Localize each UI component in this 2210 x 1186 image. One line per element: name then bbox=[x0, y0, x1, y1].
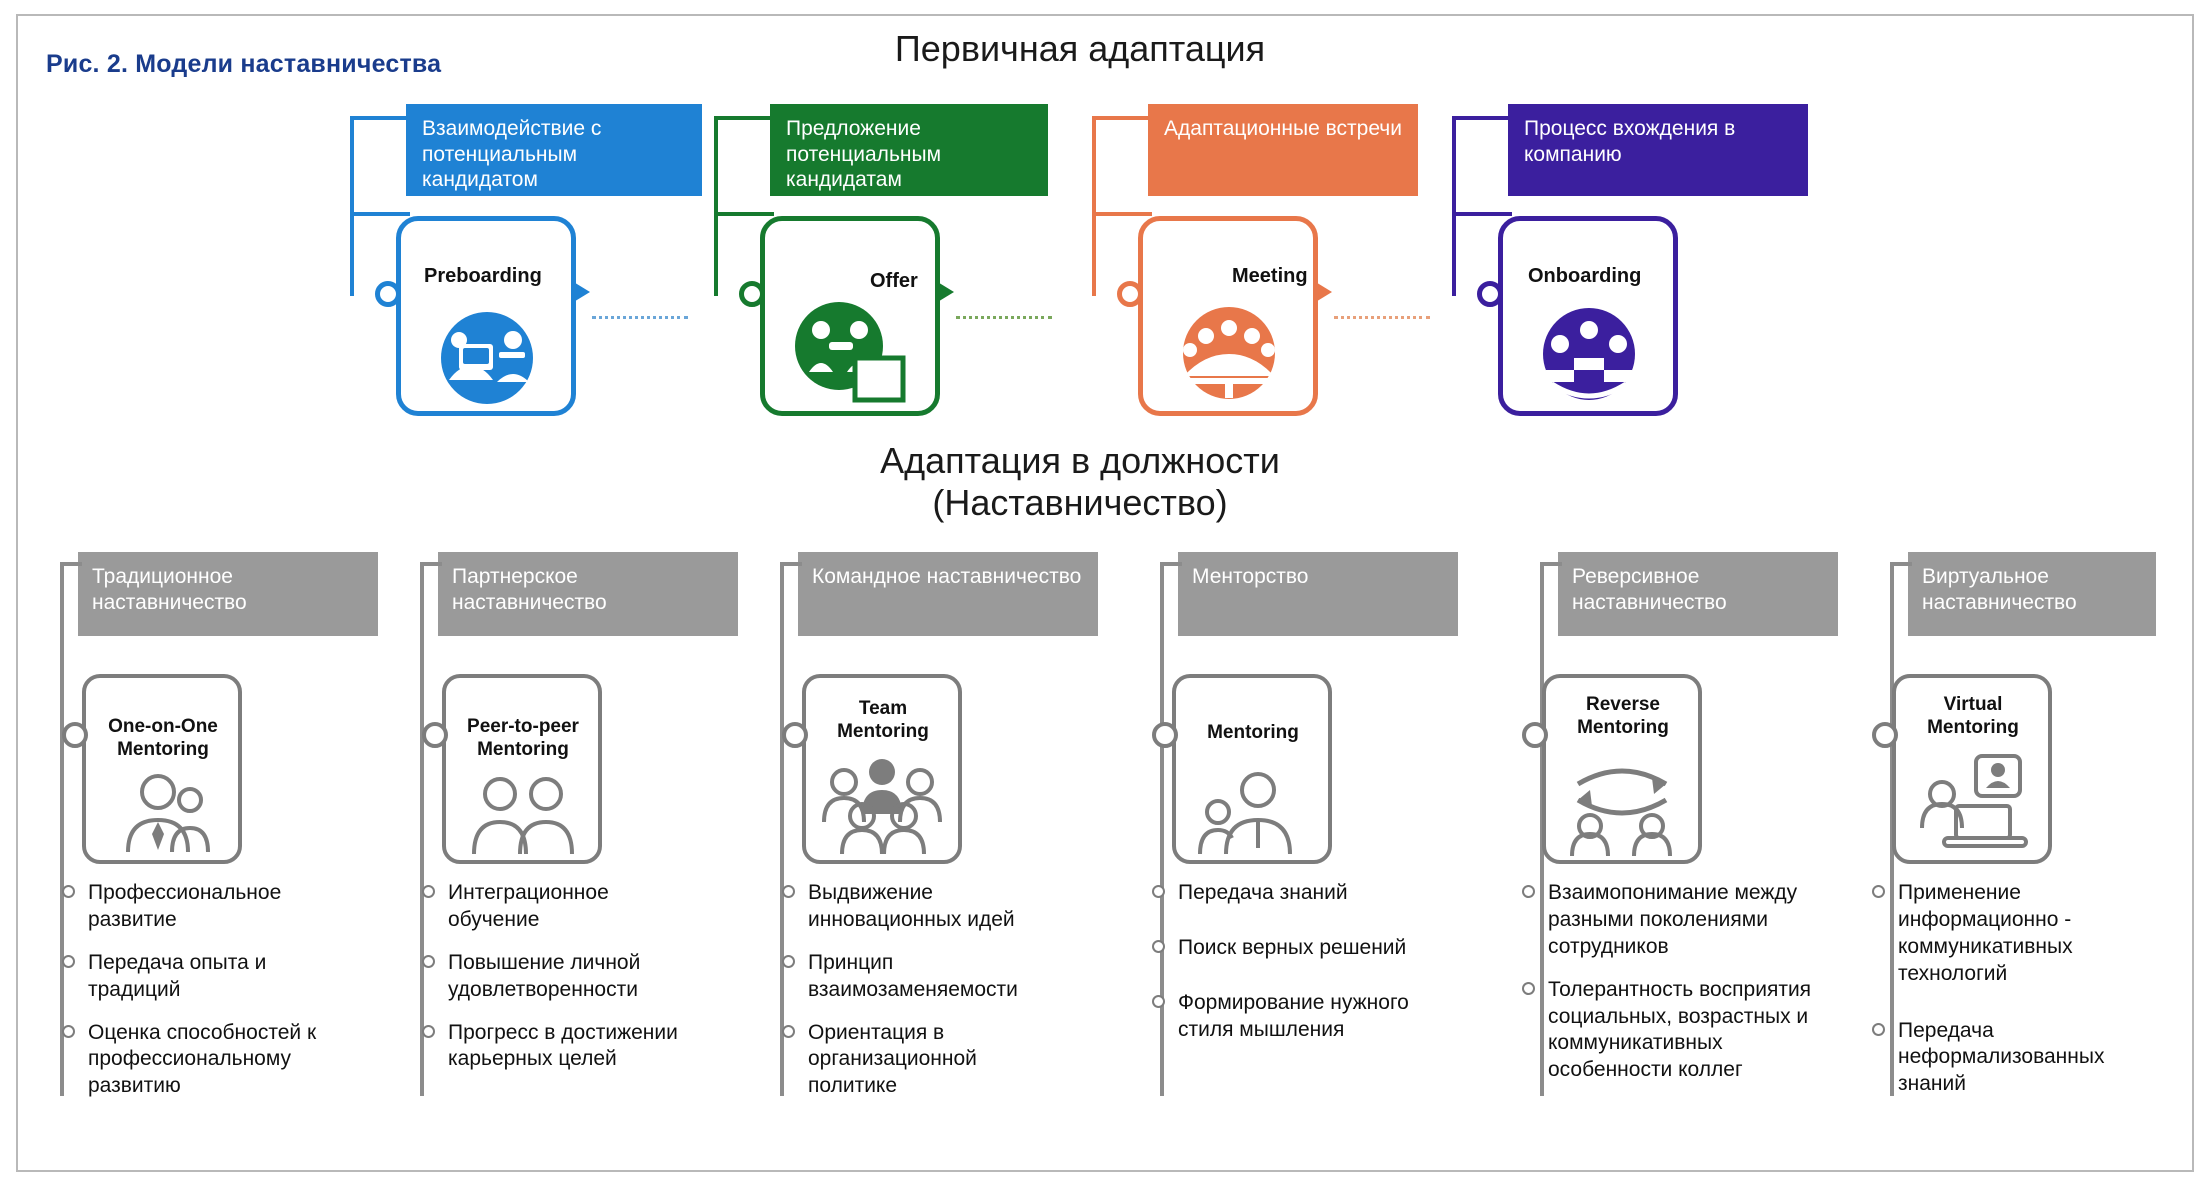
list-item: Передача опыта и традиций bbox=[62, 950, 322, 1004]
section-title-position bbox=[660, 440, 1500, 524]
stage-label-preboarding: Preboarding bbox=[424, 265, 542, 287]
model-box-label-virtual: Virtual Mentoring bbox=[1927, 694, 2019, 738]
model-head-peer: Партнерское наставничество bbox=[438, 552, 738, 636]
model-box-label-traditional: One-on-One Mentoring bbox=[108, 716, 218, 760]
connector-offer-top bbox=[714, 116, 774, 120]
connector-meeting-vertical bbox=[1092, 116, 1096, 296]
top-card-preboarding: Взаимодействие с потенциальным кандидатом bbox=[406, 104, 702, 196]
reverse-arrows-icon bbox=[1556, 750, 1688, 858]
connector-preboarding-top bbox=[350, 116, 410, 120]
model-head-reverse: Реверсивное наставничество bbox=[1558, 552, 1838, 636]
list-item: Профессиональное развитие bbox=[62, 880, 322, 934]
model-connector-traditional-top bbox=[60, 562, 82, 566]
list-item: Повышение личной удовлетворенности bbox=[422, 950, 682, 1004]
model-dot-reverse bbox=[1522, 722, 1548, 748]
stage-dot-onboarding bbox=[1477, 281, 1503, 307]
model-points-virtual bbox=[1872, 880, 2122, 1114]
list-item: Ориентация в организационной политике bbox=[782, 1020, 1062, 1101]
list-item: Применение информационно - коммуникативных технологий bbox=[1872, 880, 2122, 988]
model-dot-peer bbox=[422, 722, 448, 748]
list-item: Выдвижение инновационных идей bbox=[782, 880, 1062, 934]
people-meeting-icon bbox=[413, 300, 561, 408]
flow-arrow-3 bbox=[1314, 281, 1332, 303]
connector-offer-bottom bbox=[714, 212, 774, 216]
model-points-team bbox=[782, 880, 1062, 1116]
top-card-offer: Предложение потенциальным кандидатам bbox=[770, 104, 1048, 196]
model-dot-team bbox=[782, 722, 808, 748]
top-card-onboarding: Процесс вхождения в компанию bbox=[1508, 104, 1808, 196]
connector-offer-vertical bbox=[714, 116, 718, 296]
stage-label-onboarding: Onboarding bbox=[1528, 265, 1642, 287]
model-head-team: Командное наставничество bbox=[798, 552, 1098, 636]
list-item: Формирование нужного стиля мышления bbox=[1152, 990, 1452, 1044]
list-item: Толерантность восприятия социальных, возрастных и коммуникативных особенности коллег bbox=[1522, 977, 1852, 1085]
team-group-icon bbox=[816, 752, 948, 856]
model-head-mentoring: Менторство bbox=[1178, 552, 1458, 636]
flow-arrow-1 bbox=[572, 281, 590, 303]
model-head-traditional: Традиционное наставничество bbox=[78, 552, 378, 636]
stage-label-meeting: Meeting bbox=[1232, 265, 1308, 287]
stage-dot-offer bbox=[739, 281, 765, 307]
list-item: Прогресс в достижении карьерных целей bbox=[422, 1020, 682, 1074]
top-card-meeting: Адаптационные встречи bbox=[1148, 104, 1418, 196]
list-item: Интеграционное обучение bbox=[422, 880, 682, 934]
list-item: Принцип взаимозаменяемости bbox=[782, 950, 1062, 1004]
two-persons-icon bbox=[468, 768, 578, 858]
connector-preboarding-bottom bbox=[350, 212, 410, 216]
connector-onboarding-vertical bbox=[1452, 116, 1456, 296]
model-dot-mentoring bbox=[1152, 722, 1178, 748]
list-item: Поиск верных решений bbox=[1152, 935, 1452, 962]
section-title-position-line1: Адаптация в должности bbox=[880, 440, 1280, 481]
stage-label-offer: Offer bbox=[870, 270, 918, 292]
figure-caption: Рис. 2. Модели наставничества bbox=[46, 50, 442, 78]
model-box-label-reverse: Reverse Mentoring bbox=[1577, 694, 1669, 738]
model-points-traditional bbox=[62, 880, 322, 1116]
flow-dotted-1 bbox=[592, 316, 688, 319]
person-tie-icon bbox=[112, 770, 216, 856]
laptop-person-icon bbox=[1906, 750, 2038, 856]
stage-dot-preboarding bbox=[375, 281, 401, 307]
model-connector-virtual-top bbox=[1890, 562, 1912, 566]
list-item: Взаимопонимание между разными поколениями сотрудников bbox=[1522, 880, 1852, 961]
handshake-icon bbox=[777, 296, 925, 408]
model-points-peer bbox=[422, 880, 682, 1089]
model-dot-virtual bbox=[1872, 722, 1898, 748]
model-head-virtual: Виртуальное наставничество bbox=[1908, 552, 2156, 636]
team-circle-icon bbox=[1516, 300, 1662, 408]
model-connector-reverse-top bbox=[1540, 562, 1562, 566]
model-box-label-team: Team Mentoring bbox=[837, 698, 929, 742]
model-dot-traditional bbox=[62, 722, 88, 748]
section-title-position-line2: (Наставничество) bbox=[932, 481, 1228, 523]
list-item: Оценка способностей к профессиональному развитию bbox=[62, 1020, 322, 1101]
model-connector-peer-top bbox=[420, 562, 442, 566]
connector-onboarding-top bbox=[1452, 116, 1512, 120]
stage-dot-meeting bbox=[1117, 281, 1143, 307]
list-item: Передача знаний bbox=[1152, 880, 1452, 907]
model-box-label-mentoring: Mentoring bbox=[1207, 722, 1299, 743]
connector-preboarding-vertical bbox=[350, 116, 354, 296]
flow-dotted-3 bbox=[1334, 316, 1430, 319]
section-title-primary: Первичная адаптация bbox=[894, 28, 1266, 69]
mentor-person-icon bbox=[1196, 766, 1312, 858]
group-table-icon bbox=[1156, 298, 1302, 408]
model-points-mentoring bbox=[1152, 880, 1452, 1060]
model-points-reverse bbox=[1522, 880, 1852, 1100]
connector-meeting-top bbox=[1092, 116, 1152, 120]
flow-arrow-2 bbox=[936, 281, 954, 303]
list-item: Передача неформализованных знаний bbox=[1872, 1018, 2122, 1099]
model-connector-mentoring-top bbox=[1160, 562, 1182, 566]
model-connector-team-top bbox=[780, 562, 802, 566]
model-box-label-peer: Peer-to-peer Mentoring bbox=[467, 716, 579, 760]
connector-onboarding-bottom bbox=[1452, 212, 1512, 216]
connector-meeting-bottom bbox=[1092, 212, 1152, 216]
flow-dotted-2 bbox=[956, 316, 1052, 319]
